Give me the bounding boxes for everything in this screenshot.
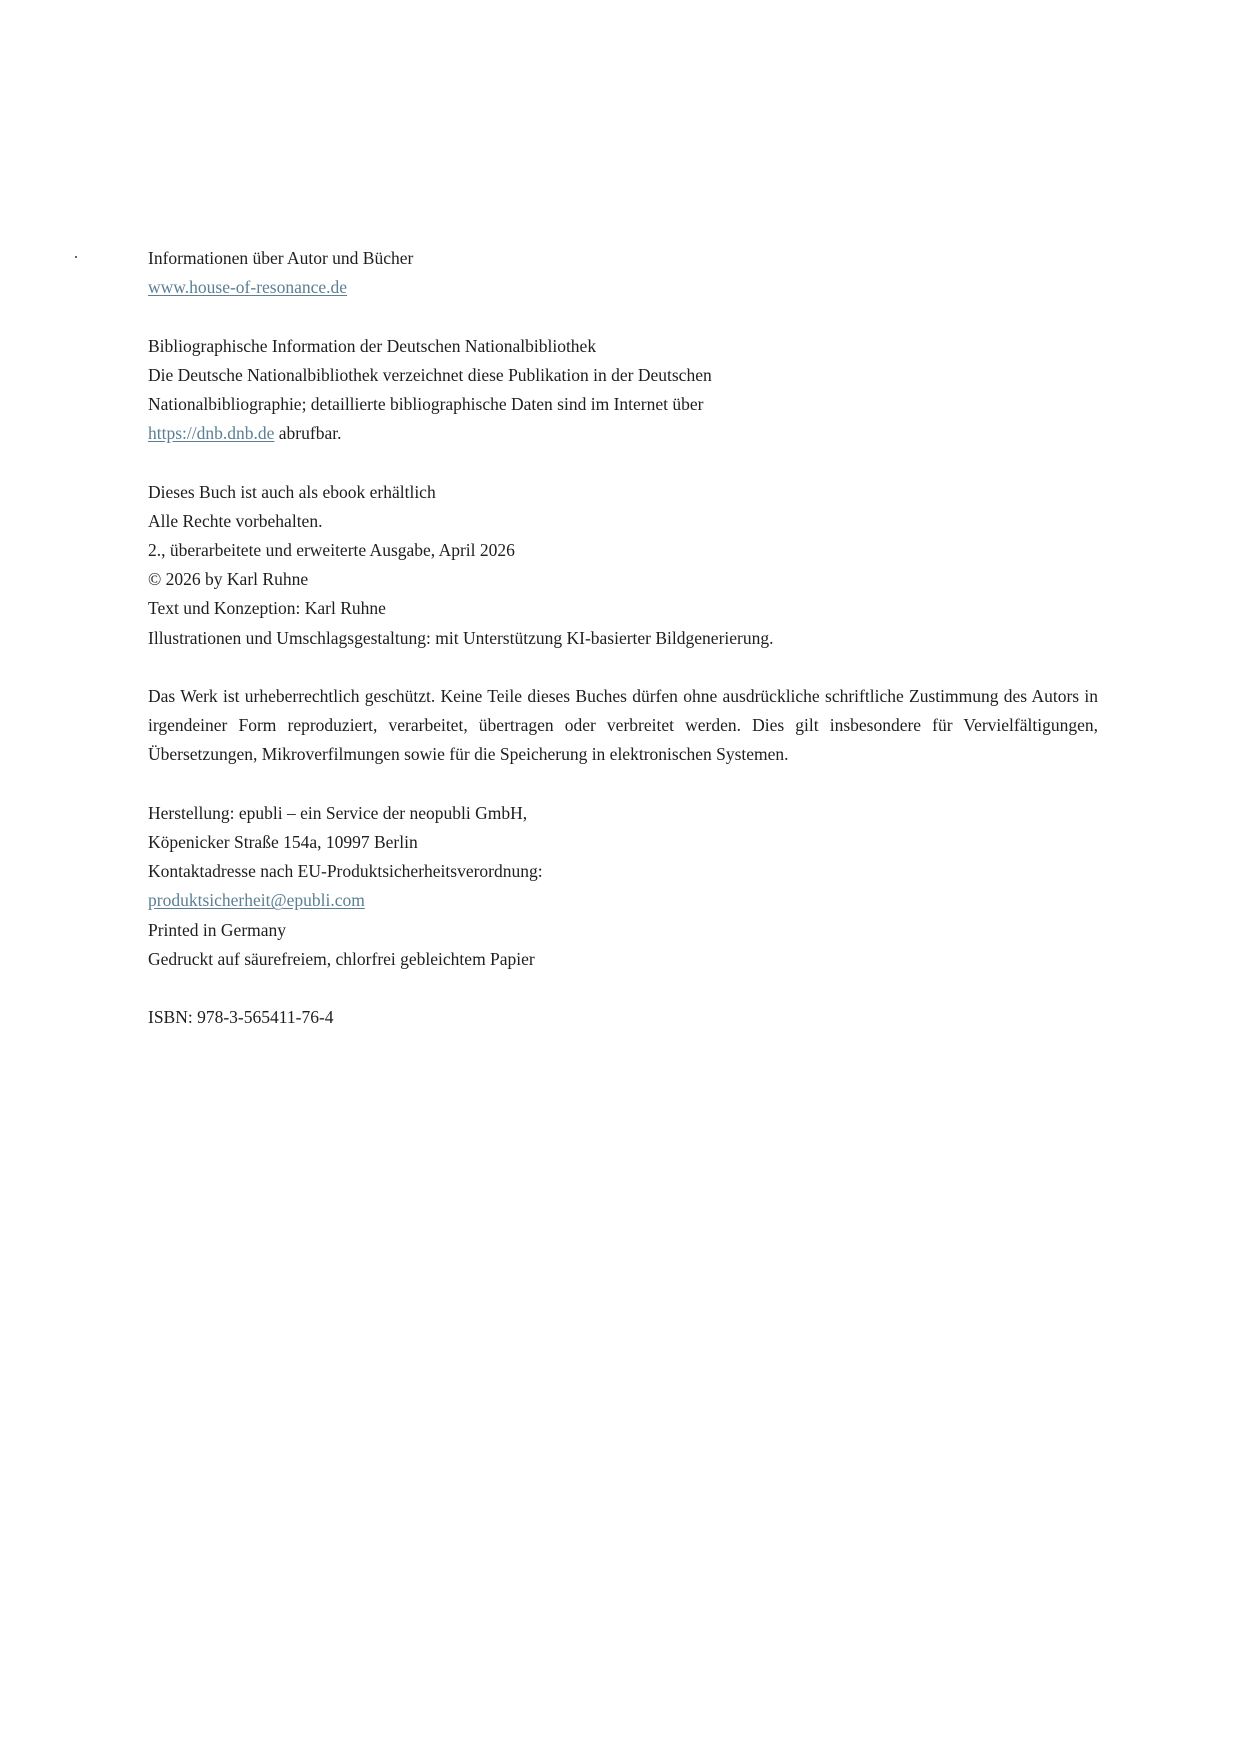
contact-email-link[interactable]: produktsicherheit@epubli.com <box>148 890 365 911</box>
copyright-line: © 2026 by Karl Ruhne <box>148 569 309 590</box>
copyright-notice-paragraph: Das Werk ist urheberrechtlich geschützt. Keine Teile dieses Buches dürfen ohne ausdrückliche schriftliche Zustimmung des Autors in irgendeiner Form reproduziert, verarbeitet, übertragen oder verbreitet werden. Dies gilt insbesondere für Vervielfältigungen, Übersetzungen, Mikroverfilmungen sowie für die Speicherung in elektronischen Systemen. <box>148 686 1098 765</box>
printed-in-line: Printed in Germany <box>148 919 287 940</box>
paper-line: Gedruckt auf säurefreiem, chlorfrei gebleichtem Papier <box>148 948 535 969</box>
isbn-line: ISBN: 978-3-565411-76-4 <box>148 1007 334 1028</box>
text-concept-line: Text und Konzeption: Karl Ruhne <box>148 598 386 619</box>
production-line: Herstellung: epubli – ein Service der neopubli GmbH, <box>148 802 528 823</box>
margin-dot-mark <box>75 256 77 258</box>
website-link[interactable]: www.house-of-resonance.de <box>148 277 348 298</box>
dnb-heading: Bibliographische Information der Deutschen Nationalbibliothek <box>148 335 597 356</box>
dnb-link[interactable]: https://dnb.dnb.de <box>148 423 275 444</box>
edition-line: 2., überarbeitete und erweiterte Ausgabe, April 2026 <box>148 540 515 560</box>
contact-label: Kontaktadresse nach EU-Produktsicherheitsverordnung: <box>148 861 543 882</box>
dnb-text-line-1: Die Deutsche Nationalbibliothek verzeichnet diese Publikation in der Deutschen <box>148 364 712 385</box>
illustrations-line: Illustrationen und Umschlagsgestaltung: mit Unterstützung KI-basierter Bildgenerierung. <box>148 627 774 648</box>
author-info-line: Informationen über Autor und Bücher <box>148 248 414 268</box>
dnb-suffix: abrufbar. <box>274 423 342 444</box>
dnb-text-line-2: Nationalbibliographie; detaillierte bibliographische Daten sind im Internet über <box>148 394 704 414</box>
rights-reserved: Alle Rechte vorbehalten. <box>148 510 323 531</box>
imprint-content <box>148 244 1098 1032</box>
publisher-address: Köpenicker Straße 154a, 10997 Berlin <box>148 832 418 852</box>
ebook-note: Dieses Buch ist auch als ebook erhältlich <box>148 481 436 502</box>
